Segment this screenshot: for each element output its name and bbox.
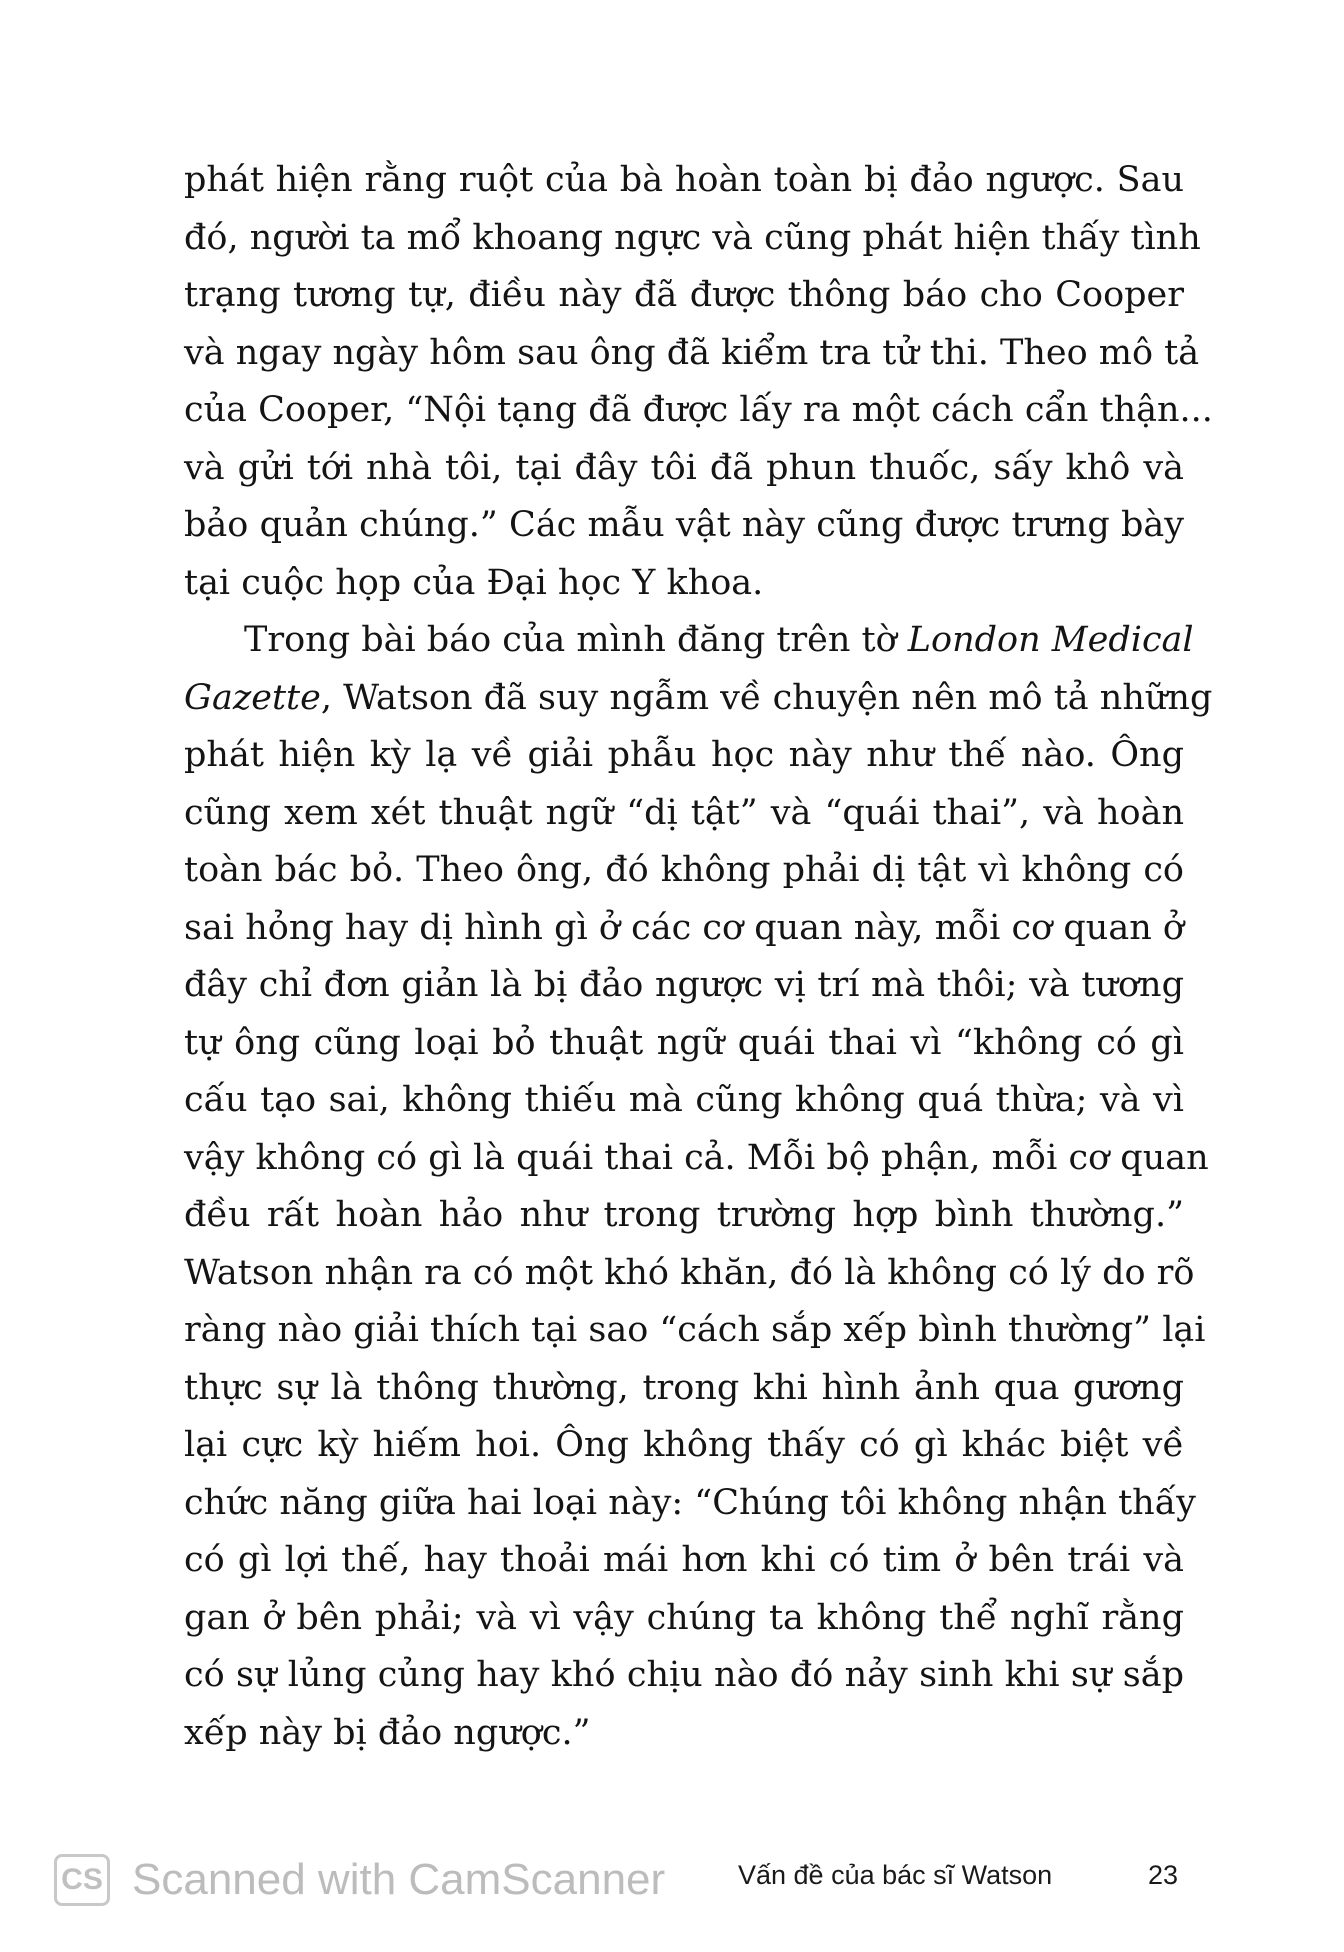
text-line: xếp này bị đảo ngược.” [184,1712,591,1753]
text-line: có gì lợi thế, hay thoải mái hơn khi có tim ở bên trái và [184,1540,1184,1580]
text-line: toàn bác bỏ. Theo ông, đó không phải dị tật vì không có [184,850,1184,890]
scanner-watermark: Scanned with CamScanner [132,1855,666,1904]
text-line-first [184,612,1194,670]
text-line: và ngay ngày hôm sau ông đã kiểm tra tử thi. Theo mô tả [184,332,1200,373]
text-line: cấu tạo sai, không thiếu mà cũng không quá thừa; và vì [184,1080,1184,1120]
text-line: phát hiện rằng ruột của bà hoàn toàn bị đảo ngược. Sau [184,160,1184,200]
text-line: bảo quản chúng.” Các mẫu vật này cũng được trưng bày [184,505,1184,545]
text-line: thực sự là thông thường, trong khi hình ảnh qua gương [184,1367,1184,1408]
text-line: ràng nào giải thích tại sao “cách sắp xếp bình thường” lại [184,1310,1206,1350]
page-number: 23 [1148,1860,1179,1890]
publication-title-part: Gazette [184,677,321,718]
text-line: lại cực kỳ hiếm hoi. Ông không thấy có gì khác biệt về [184,1425,1184,1465]
text-line: sai hỏng hay dị hình gì ở các cơ quan này, mỗi cơ quan ở [184,907,1184,948]
text-line: tự ông cũng loại bỏ thuật ngữ quái thai vì “không có gì [184,1022,1184,1063]
text-line: đây chỉ đơn giản là bị đảo ngược vị trí mà thôi; và tương [184,965,1184,1005]
text-line: có sự lủng củng hay khó chịu nào đó nảy sinh khi sự sắp [184,1655,1184,1695]
text-run: , Watson đã suy ngẫm về chuyện nên mô tả những [320,677,1213,718]
text-line: chức năng giữa hai loại này: “Chúng tôi không nhận thấy [184,1482,1196,1523]
text-line: và gửi tới nhà tôi, tại đây tôi đã phun thuốc, sấy khô và [184,447,1184,488]
publication-title-part: London Medical [907,620,1194,660]
page-footer [0,1840,1344,1920]
text-line: đó, người ta mổ khoang ngực và cũng phát hiện thấy tình [184,217,1201,258]
text-line: tại cuộc họp của Đại học Y khoa. [184,562,764,603]
text-line: đều rất hoàn hảo như trong trường hợp bình thường.” [184,1195,1184,1235]
text-line [184,670,1213,728]
text-run: Trong bài báo của mình đăng trên tờ [244,620,908,660]
text-line: gan ở bên phải; và vì vậy chúng ta không thể nghĩ rằng [184,1597,1184,1638]
text-line: của Cooper, “Nội tạng đã được lấy ra một cách cẩn thận... [184,390,1213,430]
text-line: phát hiện kỳ lạ về giải phẫu học này như thế nào. Ông [184,735,1184,775]
text-line: trạng tương tự, điều này đã được thông báo cho Cooper [184,275,1184,315]
running-head: Vấn đề của bác sĩ Watson [738,1860,1053,1890]
text-line: Watson nhận ra có một khó khăn, đó là không có lý do rõ [184,1252,1195,1293]
text-line: cũng xem xét thuật ngữ “dị tật” và “quái thai”, và hoàn [184,792,1184,833]
body-text [184,152,1213,1762]
text-line: vậy không có gì là quái thai cả. Mỗi bộ phận, mỗi cơ quan [184,1137,1209,1178]
camscanner-logo-icon: CS [54,1854,110,1906]
